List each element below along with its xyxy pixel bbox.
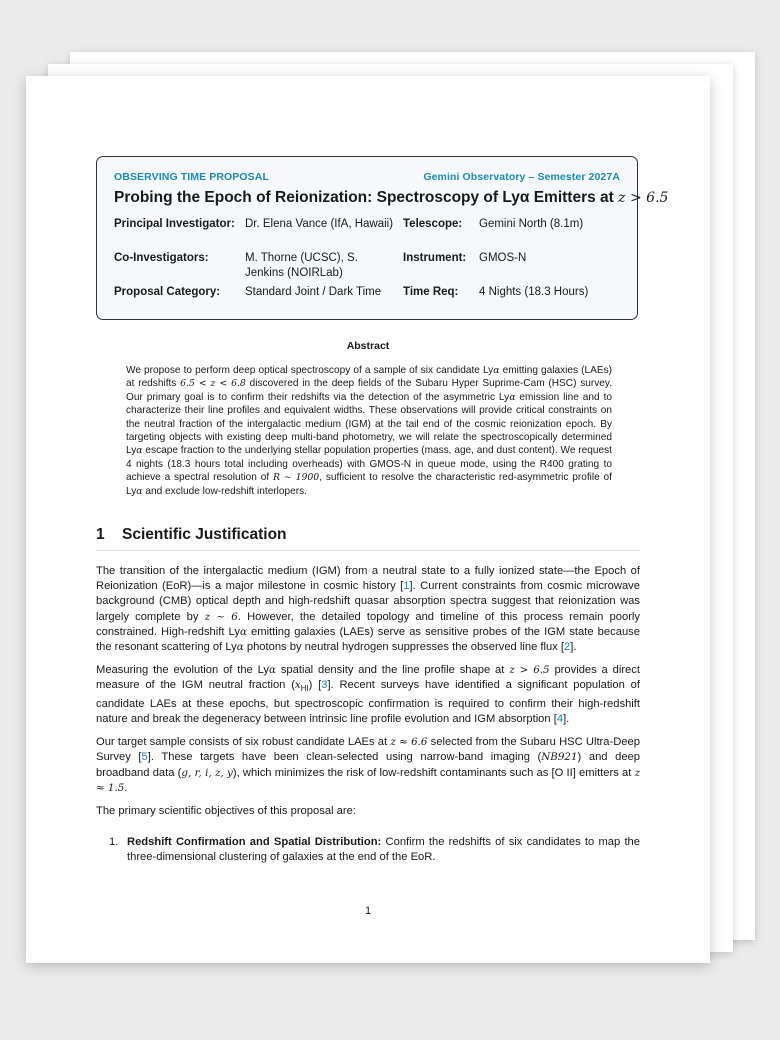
instrument-label: Instrument: xyxy=(403,252,467,264)
coi-value: M. Thorne (UCSC), S. Jenkins (NOIRLab) xyxy=(245,252,358,279)
inline-math: g, r, i, z, y xyxy=(181,766,233,779)
list-item xyxy=(96,835,640,865)
text-run: provides a direct measure of the IGM neutral fraction ( xyxy=(96,664,640,692)
text-run: Our target sample consists of six robust candidate LAEs at xyxy=(96,736,391,749)
text-run: photons by neutral hydrogen suppresses the observed line flux [ xyxy=(243,641,565,654)
time-request-label: Time Req: xyxy=(403,286,459,298)
text-run: ), which minimizes the risk of low-redshift contaminants such as [O II] emitters at xyxy=(232,766,635,779)
telescope-label: Telescope: xyxy=(403,218,463,230)
proposal-type-label: OBSERVING TIME PROPOSAL xyxy=(114,171,269,183)
text-run: ]. xyxy=(563,713,570,726)
info-row xyxy=(114,217,620,251)
telescope-value: Gemini North (8.1m) xyxy=(479,218,584,230)
text-run: . However, the detailed topology and timeline of this process remain poorly constrained. High-redshift Ly xyxy=(96,610,640,638)
inline-math: α xyxy=(269,664,276,677)
proposal-header-box xyxy=(96,156,669,320)
objective-title: Redshift Confirmation and Spatial Distribution: xyxy=(127,836,382,849)
abstract-text-run: emitting galaxies (LAEs) at redshifts xyxy=(126,365,612,390)
instrument-value: GMOS-N xyxy=(479,252,527,264)
text-run: ]. Recent surveys have identified a significant population of candidate LAEs at these epochs, but spectroscopic confirmation is required to confirm their high-redshift nature and break the degeneracy between intrinsic line profile evolution and IGM absorption [ xyxy=(96,679,640,726)
inline-math: NB921 xyxy=(541,751,578,764)
section-number: 1 xyxy=(96,526,105,543)
citation-link[interactable]: 2 xyxy=(564,641,571,654)
abstract-math: R ∼ 1900 xyxy=(272,472,320,484)
paragraph xyxy=(96,735,640,796)
abstract-text-run: We propose to perform deep optical spectroscopy of a sample of six candidate Ly xyxy=(126,365,494,376)
abstract-text-run: emission line and to characterize their line profiles and equivalent widths. These observations will provide critical constraints on the neutral fraction of the intergalactic medium (IGM) at the tail end of the cosmic reionization epoch. By targeting objects with existing deep multi-band photometry, we will relate the spectroscopically determined Ly xyxy=(126,391,612,457)
document-page xyxy=(26,76,710,963)
abstract-text-run: , sufficient to resolve the characteristic red-asymmetric profile of Ly xyxy=(126,472,612,497)
text-run: . xyxy=(124,781,128,794)
abstract-math: α xyxy=(493,365,500,376)
text-run: spatial density and the line profile shape at xyxy=(275,664,510,677)
inline-math: z > 6.5 xyxy=(509,664,550,677)
citation-link[interactable]: 1 xyxy=(403,580,410,593)
text-run: ]. These targets have been clean-selected using narrow-band imaging ( xyxy=(147,751,542,764)
text-run: selected from the Subaru HSC Ultra-Deep Survey [ xyxy=(96,736,640,764)
section-body xyxy=(96,564,640,866)
paragraph xyxy=(96,663,640,727)
info-row xyxy=(114,285,620,303)
inline-math: z ≈ 6.6 xyxy=(390,736,428,749)
abstract-math: α xyxy=(509,391,516,403)
abstract-math: α xyxy=(136,485,143,497)
citation-link[interactable]: 4 xyxy=(556,713,564,726)
category-value: Standard Joint / Dark Time xyxy=(245,286,382,298)
text-run: ]. xyxy=(570,641,577,654)
abstract-text xyxy=(126,364,612,498)
pi-label: Principal Investigator: xyxy=(114,218,235,230)
citation-link[interactable]: 5 xyxy=(141,751,148,764)
proposal-title xyxy=(114,189,669,207)
time-request-value: 4 Nights (18.3 Hours) xyxy=(479,286,589,298)
text-run: ]. Current constraints from cosmic microwave background (CMB) optical depth and high-redshift quasar absorption spectra suggest that reionization was largely complete by xyxy=(96,580,640,623)
abstract-math: α xyxy=(136,445,143,457)
inline-math-subscript: HI xyxy=(300,684,309,694)
abstract-text-run: discovered in the deep fields of the Subaru Hyper Suprime-Cam (HSC) survey. Our primary goal is to confirm their redshifts via the detection of the asymmetric Ly xyxy=(126,378,612,403)
inline-math: z ∼ 6 xyxy=(204,610,238,623)
inline-math: z ≈ 1.5 xyxy=(96,766,640,794)
coi-label: Co-Investigators: xyxy=(114,252,209,264)
proposal-title-math: z > 6.5 xyxy=(618,190,669,206)
page-number: 1 xyxy=(364,905,372,917)
category-label: Proposal Category: xyxy=(114,286,221,298)
info-row xyxy=(114,251,620,285)
paragraph xyxy=(96,564,640,655)
proposal-header-top xyxy=(114,171,620,183)
abstract-math: 6.5 < z < 6.8 xyxy=(180,378,246,390)
inline-math: x xyxy=(294,679,301,692)
objective-text: Confirm the redshifts of six candidates to map the three-dimensional clustering of galaxies at the end of the EoR. xyxy=(127,836,641,864)
text-run: ) and deep broadband data ( xyxy=(96,751,641,779)
text-run: Measuring the evolution of the Ly xyxy=(96,664,270,677)
citation-link[interactable]: 3 xyxy=(321,679,328,692)
observatory-semester-label: Gemini Observatory – Semester 2027A xyxy=(423,171,620,183)
text-run: The transition of the intergalactic medium (IGM) from a neutral state to a fully ionized state—the Epoch of Reionization (EoR)—is a major milestone in cosmic history [ xyxy=(96,565,640,593)
inline-math: α xyxy=(236,641,244,654)
section-title: Scientific Justification xyxy=(122,526,287,543)
list-marker: 1. xyxy=(109,836,119,849)
objectives-list xyxy=(96,835,640,865)
text-run: emitting galaxies (LAEs) serve as sensitive probes of the IGM state because the resonant scattering of Ly xyxy=(96,625,640,654)
abstract-text-run: escape fraction to the underlying stellar population properties (mass, age, and dust content). We request 4 nights (18.3 hours total including overheads) with GMOS-N in queue mode, using the R400 grating to achieve a spectral resolution of xyxy=(126,445,612,484)
paragraph: The primary scientific objectives of this proposal are: xyxy=(96,805,356,818)
inline-math: α xyxy=(239,625,247,638)
pi-value: Dr. Elena Vance (IfA, Hawaii) xyxy=(245,218,394,230)
text-run: ) [ xyxy=(308,679,322,692)
proposal-info-grid xyxy=(114,217,620,303)
abstract-heading: Abstract xyxy=(346,340,390,352)
abstract-text-run: and exclude low-redshift interlopers. xyxy=(142,485,307,497)
proposal-title-text: Probing the Epoch of Reionization: Spectroscopy of Lyα Emitters at xyxy=(114,189,614,206)
section-heading xyxy=(96,526,640,551)
